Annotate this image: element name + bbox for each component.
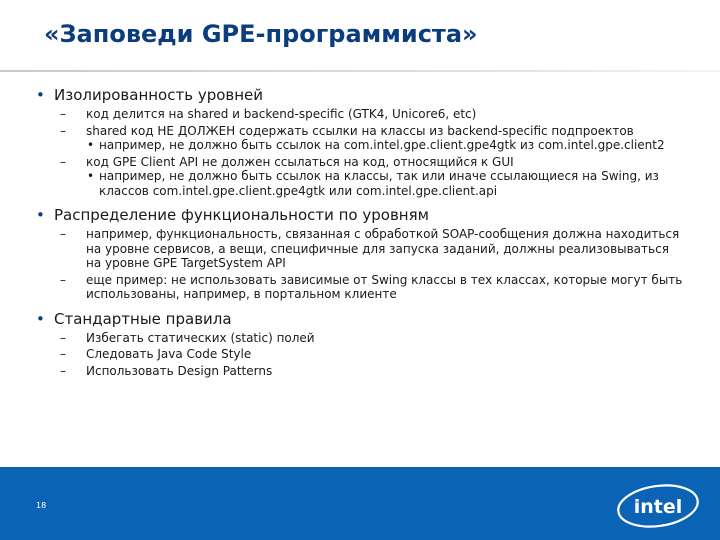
sub-bullet: – еще пример: не использовать зависимые от Swing классы в тех классах, которые могут быть использованы, например, в портальном клиенте: [60, 272, 683, 301]
sub-bullet: – например, функциональность, связанная с обработкой SOAP-сообщения должна находиться на уровне сервисов, а вещи, специфичные для запуска заданий, должны реализовываться на уровне GPE TargetSystem API: [60, 227, 680, 270]
bullet-standard-rules: • Стандартные правила: [36, 310, 686, 329]
bullet-list: [36, 86, 686, 378]
sub-bullet: – shared код НЕ ДОЛЖЕН содержать ссылки на классы из backend-specific подпроектов: [60, 123, 634, 138]
bullet-isolation: • Изолированность уровней: [36, 86, 686, 105]
sub-bullet: – код GPE Client API не должен ссылаться на код, относящийся к GUI: [60, 154, 514, 169]
slide-title: «Заповеди GPE-программиста»: [44, 20, 478, 48]
sub-sub-bullet: • например, не должно быть ссылок на com.intel.gpe.client.gpe4gtk из com.intel.gpe.client2: [87, 138, 665, 152]
footer-bar: [0, 467, 720, 540]
sub-sub-bullet: • например, не должно быть ссылок на классы, так или иначе ссылающиеся на Swing, из классов com.intel.gpe.client.gpe4gtk или com.intel.gpe.client.api: [87, 169, 659, 198]
logo-text: intel: [633, 496, 683, 518]
intel-logo-icon: [614, 480, 702, 532]
page-number: 18: [36, 501, 47, 510]
sub-bullet: – Использовать Design Patterns: [60, 363, 273, 378]
sub-bullet: – Следовать Java Code Style: [60, 347, 252, 361]
bullet-distribution: • Распределение функциональности по уровням: [36, 206, 686, 225]
title-divider: [0, 70, 720, 72]
sub-bullet: – код делится на shared и backend-specific (GTK4, Unicore6, etc): [60, 107, 477, 121]
sub-bullet: – Избегать статических (static) полей: [60, 330, 315, 345]
